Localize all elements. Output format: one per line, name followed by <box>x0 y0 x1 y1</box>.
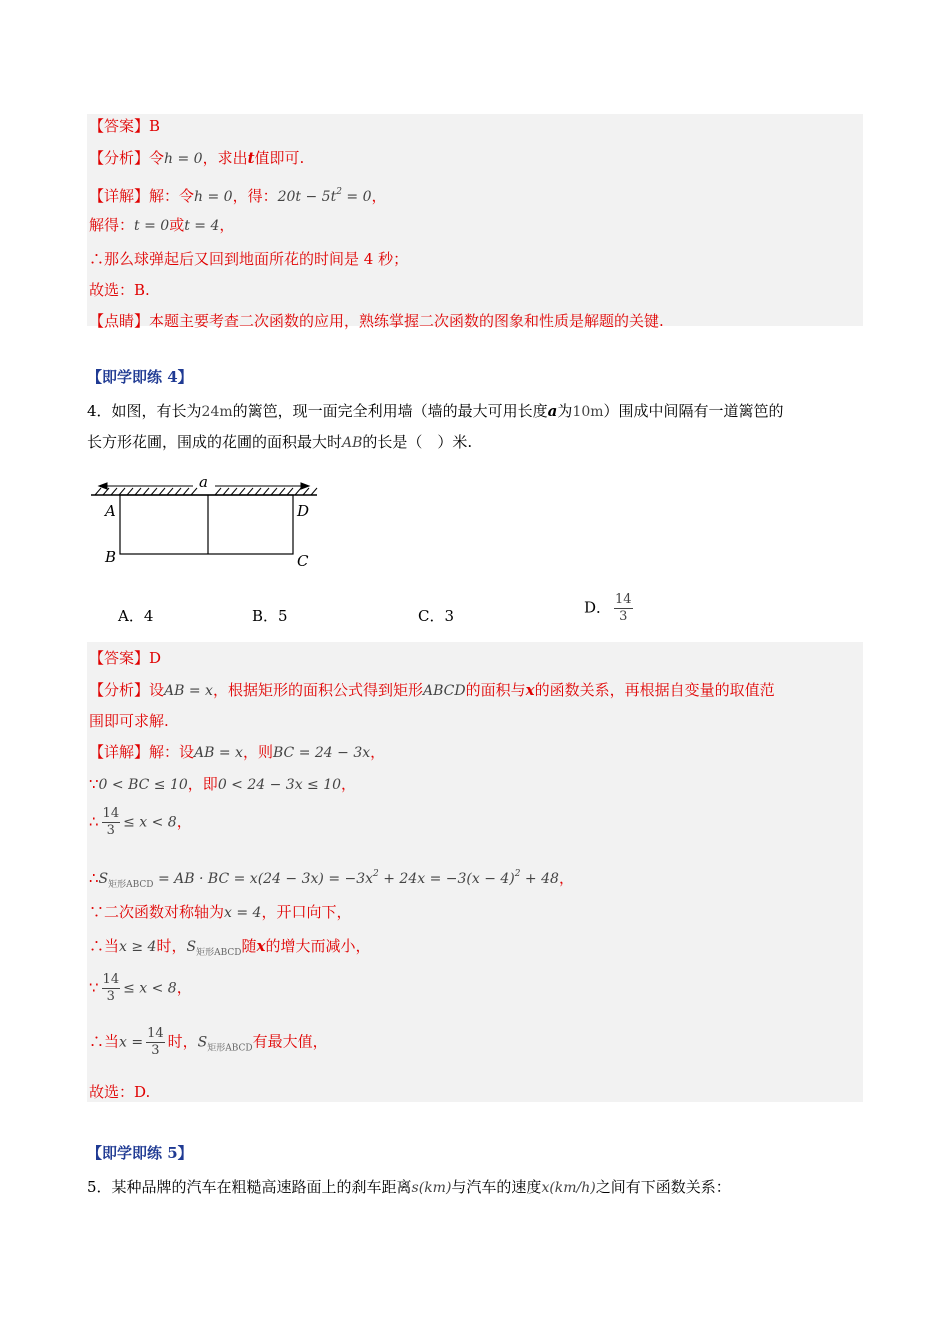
analysis-line-2b: 围即可求解. <box>89 712 169 730</box>
solve-line: 解得：t = 0或t = 4， <box>89 216 235 234</box>
step-line-1: ∵0 < BC ≤ 10，即0 < 24 − 3x ≤ 10， <box>89 775 357 793</box>
fence-diagram <box>87 472 327 582</box>
answer-value: B <box>149 117 161 135</box>
step-line-7: ∴当x = $\frac{14}{3}$ 时，$S_{矩形ABCD}$有最大值， <box>89 1026 328 1058</box>
step-line-2: ∴ $\frac{14}{3}$ ≤ x < 8， <box>89 806 192 838</box>
answer-line <box>89 116 160 136</box>
option-a: A．4 <box>118 607 154 625</box>
option-c: C．3 <box>418 607 455 625</box>
step-line-4: ∵二次函数对称轴为x = 4，开口向下， <box>89 903 352 921</box>
option-d: D． $\frac{14}{3}$ <box>584 592 632 624</box>
step-line-6: ∵ $\frac{14}{3}$ ≤ x < 8， <box>89 972 192 1004</box>
question-4-line-1: 4．如图，有长为24m的篱笆，现一面完全利用墙（墙的最大可用长度a为10m）围成中间隔有一道篱笆的 <box>87 402 784 420</box>
section-heading-5: 【即学即练 5】 <box>87 1144 193 1162</box>
question-4-line-2: 长方形花圃，围成的花圃的面积最大时AB的长是（ ）米. <box>87 433 473 451</box>
question-5-line-1: 5．某种品牌的汽车在粗糙高速路面上的刹车距离s(km)与汽车的速度x(km/h)之间有下函数关系： <box>87 1178 731 1196</box>
answer-tag: 【答案】 <box>89 117 150 135</box>
step-line-5: ∴当x ≥ 4时，$S_{矩形ABCD}$随x的增大而减小， <box>89 937 371 958</box>
label-D: D <box>297 502 310 520</box>
label-B: B <box>105 548 117 566</box>
label-A: A <box>105 502 116 520</box>
section-heading-4: 【即学即练 4】 <box>87 368 193 386</box>
comment-line: 【点睛】本题主要考查二次函数的应用，熟练掌握二次函数的图象和性质是解题的关键. <box>89 312 664 330</box>
label-a: a <box>199 473 208 491</box>
analysis-line: 【分析】令h = 0，求出t值即可. <box>89 149 305 167</box>
step-line-3: $\therefore S_{矩形ABCD}$ = AB · BC = $x(24 - 3x) = -3x^2 + 24x = -3(x - 4)^2 + 48$， <box>89 869 574 890</box>
therefore-line: ∴那么球弹起后又回到地面所花的时间是 4 秒； <box>89 250 409 268</box>
fence-rectangle <box>120 495 293 554</box>
choose-line: 故选：B. <box>89 281 150 299</box>
label-C: C <box>297 552 309 570</box>
choose-line-2: 故选：D. <box>89 1083 151 1101</box>
option-d-fraction: $\frac{14}{3}$ <box>615 592 632 624</box>
solution-block-2 <box>87 642 863 1102</box>
solution-block-1 <box>87 114 863 330</box>
detail-line-2: 【详解】解：设AB = x，则BC = 24 − 3x， <box>89 743 386 761</box>
detail-line: 【详解】解：令h = 0，得：$20t - 5t^2 = 0$， <box>89 187 387 205</box>
answer-line-2: 【答案】D <box>89 649 162 667</box>
analysis-line-2: 【分析】设AB = x，根据矩形的面积公式得到矩形ABCD的面积与x的函数关系，再根据自变量的取值范 <box>89 681 775 699</box>
option-b: B．5 <box>252 607 288 625</box>
